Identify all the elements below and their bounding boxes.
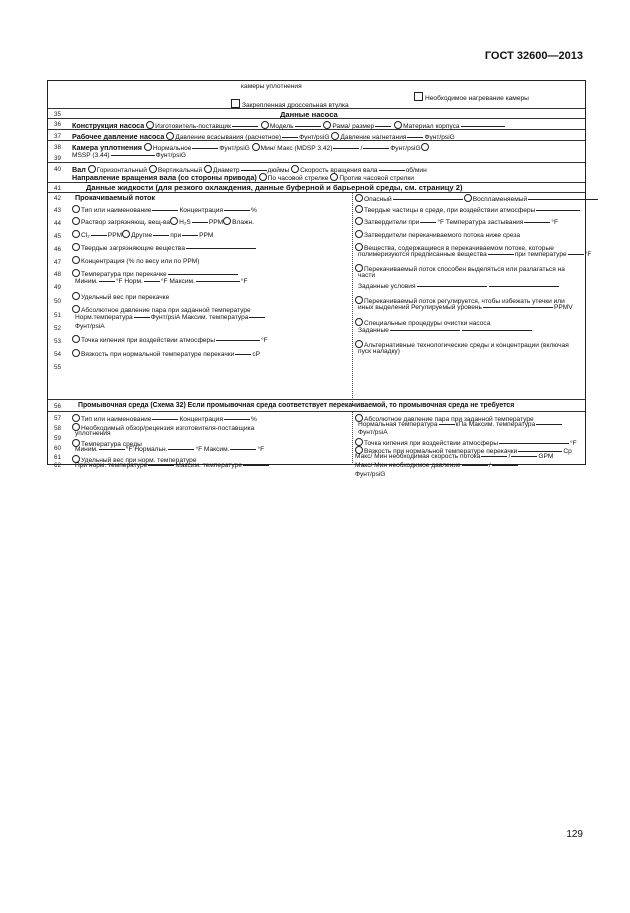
given-conditions-field[interactable]: Заданные условия xyxy=(358,284,560,291)
flush-vapor-temp-field[interactable]: Нормальная температура кПа Максим. температура xyxy=(358,422,563,429)
fixed-throttle-label: Закрепленная дроссельная втулка xyxy=(242,102,349,109)
row-number: 36 xyxy=(54,121,62,128)
row-number: 56 xyxy=(54,403,62,410)
flush-pressure-field[interactable]: Макс/ Мин необходимое давление / xyxy=(355,463,519,470)
temp-range-field[interactable]: Миним. °F Норм. °F Максим. °F xyxy=(75,278,248,285)
cl2-field[interactable]: Cl₂ PPM Другие при PPM xyxy=(72,230,213,240)
casing-field[interactable]: Материал корпуса xyxy=(394,123,505,130)
row-number: 35 xyxy=(54,111,62,118)
pumped-flow-label: Прокачиваемый поток xyxy=(75,193,156,202)
page-number: 129 xyxy=(566,829,583,840)
regulated-level-field[interactable]: иных выделений Регулируемый уровень PPMV xyxy=(358,304,573,311)
vertical-option[interactable]: Вертикальный xyxy=(149,167,202,174)
flush-sg-field[interactable]: Удельный вес при норм. температуре xyxy=(72,455,197,465)
concentration-ppm-field[interactable]: Концентрация (% по весу или по PPM) xyxy=(72,256,199,266)
row-number: 37 xyxy=(54,133,62,140)
speed-field[interactable]: Скорость вращения вала об/мин xyxy=(291,167,427,174)
flush-section: 57 58 59 60 61 62 Тип или наименование Концентрация % Необходимый обзор/рецензия изготовителя-поставщика уплотнения Температура среды Миним. °F Нормальн. °F Максим. °F Удельный вес при норм. температуре При норм. температуре Максим. температуре Абсолютное давление пара при заданной температуре Нормальная температура кПа Максим. температура Фунт/psiA Точка кипения при воздействии атмосферы °F Вязкость при нормальной температуре перекачки Cp Макс/ Мин необходимая скорость потока / GPM Макс/ Мин необходимое давление / Фунт/psiG xyxy=(48,411,585,465)
checkbox-icon xyxy=(231,99,240,108)
diameter-field[interactable]: Диаметр дюймы xyxy=(204,167,289,174)
pump-data-title: Данные насоса xyxy=(280,110,338,119)
min-max-pressure-field[interactable]: Мин/ Макс (MDSP 3.42) / Фунт/psiG xyxy=(252,145,430,152)
flush-abs-vapor-field[interactable]: Абсолютное давление пара при заданной температуре xyxy=(355,414,534,424)
working-pressure-label: Рабочее давление насоса xyxy=(72,132,165,141)
frame-field[interactable]: Рама/ размер xyxy=(323,123,392,130)
suction-pressure-field[interactable]: Давление всасывания (расчетное) Фунт/psiG xyxy=(166,134,329,141)
type-name-field[interactable]: Тип или наименование Концентрация % xyxy=(72,205,257,215)
abs-vapor-field[interactable]: Абсолютное давление пара при заданной температуре xyxy=(72,305,251,315)
temp-pumping-field[interactable]: Температура при перекачке xyxy=(72,269,239,279)
given-field[interactable]: Заданные xyxy=(358,328,533,335)
clockwise-option[interactable]: По часовой стрелке xyxy=(259,175,329,182)
solidify-field[interactable]: Затвердители при °F Температура застывания °F xyxy=(355,217,558,227)
alt-media-field[interactable]: Альтернативные технологические среды и концентрации (включая xyxy=(355,340,569,350)
manufacturer-field[interactable]: Изготовитель-поставщик xyxy=(146,123,259,130)
polymerizing-temp-field[interactable]: полимеризуются предписанные вещества при температуре °F xyxy=(358,251,592,258)
alt-media-text: пуск наладку) xyxy=(358,348,400,355)
seal-chamber-text: камеры уплотнения xyxy=(241,83,302,90)
heating-required-label: Необходимое нагревание камеры xyxy=(425,95,529,102)
flush-viscosity-field[interactable]: Вязкость при нормальной температуре перекачки Cp xyxy=(355,446,572,456)
normal-pressure-field[interactable]: Нормальное Фунт/psiG xyxy=(144,145,250,152)
shaft-label: Вал xyxy=(72,165,86,174)
flush-review-text: уплотнения xyxy=(75,430,111,437)
sg-pumping-field[interactable]: Удельный вес при перекачке xyxy=(72,292,169,302)
flush-flow-rate-field[interactable]: Макс/ Мин необходимая скорость потока / GPM xyxy=(355,453,554,460)
horizontal-option[interactable]: Горизонтальный xyxy=(88,167,147,174)
polymerizing-field[interactable]: Вещества, содержащиеся в перекачиваемом потоке, которые xyxy=(355,243,554,253)
mssp-field[interactable]: MSSP (3.44) Фунт/psiG xyxy=(72,152,186,159)
row-number: 41 xyxy=(54,185,62,192)
specification-form xyxy=(47,80,592,478)
hazardous-flammable-field[interactable]: Опасный Воспламеняемый xyxy=(355,194,599,204)
solids-field[interactable]: Твердые частицы в среде, при воздействии атмосферы xyxy=(355,205,581,215)
discharge-pressure-field[interactable]: Давление нагнетания Фунт/psiG xyxy=(331,134,455,141)
viscosity-field[interactable]: Вязкость при нормальной температуре перекачки cP xyxy=(72,349,260,359)
regulated-field[interactable]: Перекачиваемый поток регулируется, чтобы избежать утечки или xyxy=(355,296,565,306)
contaminant-field[interactable]: Раствор загрязняющ. вещ-ва H₂S PPM Влажн. xyxy=(72,217,254,227)
flush-boiling-field[interactable]: Точка кипения при воздействии атмосферы °F xyxy=(355,438,577,448)
vapor-temp-field[interactable]: Норм.температура Фунт/psiA Максим. температура xyxy=(75,315,266,322)
flush-temp-range-field[interactable]: Миним. °F Нормальн. °F Максим. °F xyxy=(75,446,265,453)
row-number: 39 xyxy=(54,155,62,162)
flush-title: Промывочная среда (Схема 32) Если промывочная среда соответствует перекачиваемой, то промывочная среда не требуется xyxy=(78,402,515,409)
liquid-data-title: Данные жидкости (для резкого охлаждения, данные буферной и барьерной среды, см. страницу 2) xyxy=(86,183,463,192)
heating-required-option[interactable] xyxy=(414,92,529,103)
solid-contaminants-field[interactable]: Твердые загрязняющие вещества xyxy=(72,243,257,253)
flush-temp-field[interactable]: Температура среды xyxy=(72,439,142,449)
flush-psia-unit: Фунт/psiA xyxy=(358,429,388,436)
pump-construction-label: Конструкция насоса xyxy=(72,121,145,130)
row-number: 40 xyxy=(54,166,62,173)
counterclockwise-option[interactable]: Против часовой стрелки xyxy=(330,175,414,182)
special-cleaning-field[interactable]: Специальные процедуры очистки насоса xyxy=(355,318,490,328)
row-number: 38 xyxy=(54,144,62,151)
parts-text: части xyxy=(358,272,376,279)
psia-unit: Фунт/psiA xyxy=(75,323,105,330)
flush-psig-unit: Фунт/psiG xyxy=(355,471,386,478)
boiling-field[interactable]: Точка кипения при воздействии атмосферы °F xyxy=(72,335,268,345)
flush-type-field[interactable]: Тип или наименование Концентрация % xyxy=(72,414,257,424)
seal-chamber-label: Камера уплотнения xyxy=(72,143,143,152)
solidify-shear-field[interactable]: Затвердители перекачиваемого потока ниже среза xyxy=(355,230,520,240)
checkbox-icon xyxy=(414,92,423,101)
flush-review-field[interactable]: Необходимый обзор/рецензия изготовителя-поставщика xyxy=(72,423,254,433)
liquid-data-section: 42 43 44 45 46 47 48 49 50 51 52 53 54 55 Прокачиваемый поток Тип или наименование Концентрация % Раствор загрязняющ. вещ-ва H₂S PPM Влажн. Cl₂ PPM Другие при PPM Твердые загрязняющие вещества Концентрация (% по весу или по PPM) Температура при перекачке Миним. °F Норм. °F Максим. °F Удельный вес при перекачке Абсолютное давление пара при заданной температуре Норм.температура Фунт/psiA Максим. температура Фунт/psiA Точка кипения при воздействии атмосферы °F Вязкость при нормальной температуре перекачки cP Опасный Воспламеняемый Твердые частицы в среде, при воздействии атмосферы Затвердители при °F Температура застывания °F Затвердители перекачиваемого потока ниже среза Вещества, содержащиеся в перекачиваемом потоке, которые полимеризуются предписанные вещества при температуре °F Перекачиваемый поток способен выделяться или разлагаться на части Заданные условия Перекачиваемый поток регулируется, чтобы избежать утечки или иных выделений Регулируемый уровень PPMV Специальные процедуры очистки насоса Заданные Альтернативные технологические среды и концентрации (включая пуск наладку) xyxy=(48,192,585,406)
row-rotation xyxy=(48,173,585,182)
separates-field[interactable]: Перекачиваемый поток способен выделяться или разлагаться на xyxy=(355,264,565,274)
row-38-39 xyxy=(48,140,585,163)
standard-header: ГОСТ 32600—2013 xyxy=(484,50,583,62)
flush-norm-temp-field[interactable]: При норм. температуре Максим. температуре xyxy=(75,463,270,470)
rotation-label: Направление вращения вала (со стороны привода) xyxy=(72,173,257,182)
model-field[interactable]: Модель xyxy=(261,123,322,130)
